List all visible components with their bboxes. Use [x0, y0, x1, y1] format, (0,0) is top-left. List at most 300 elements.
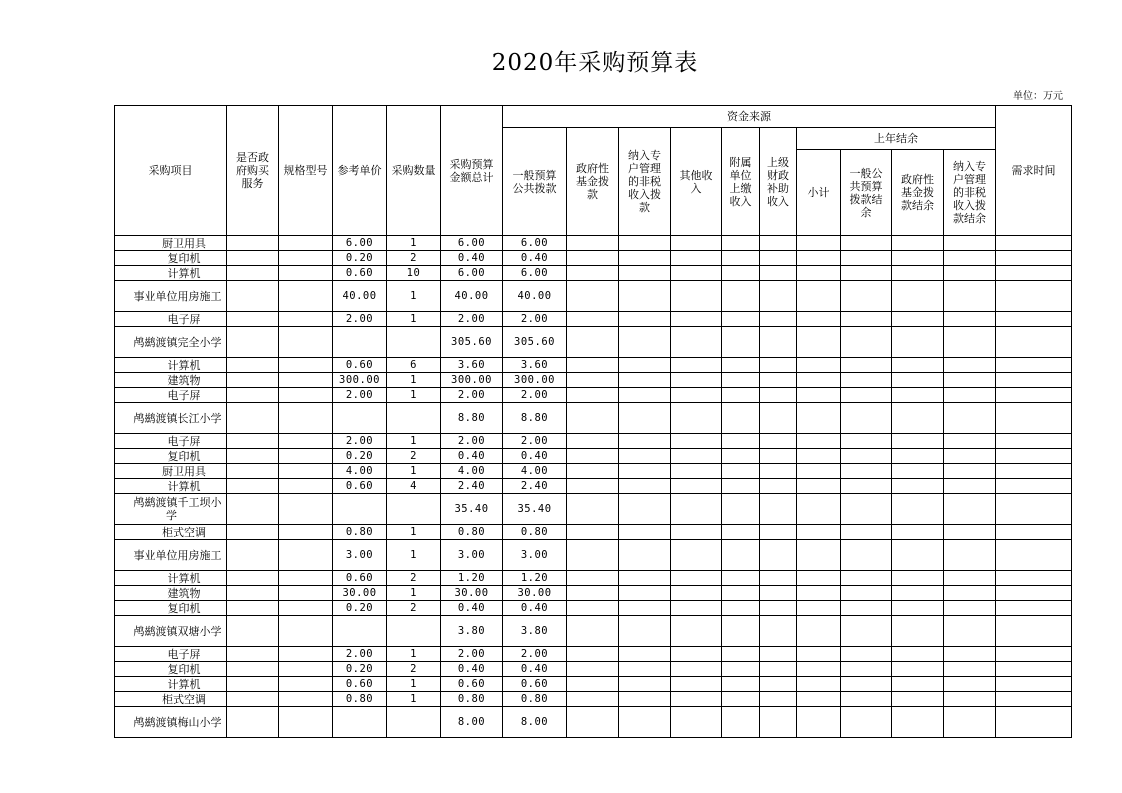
row-total: 1.20: [441, 571, 503, 586]
row-empty-cell: [996, 236, 1072, 251]
row-quantity: 1: [387, 434, 441, 449]
row-general-budget: 2.00: [503, 388, 567, 403]
row-empty-cell: [892, 266, 944, 281]
row-empty-cell: [567, 677, 619, 692]
row-empty-cell: [797, 312, 841, 327]
row-unit-price: 0.60: [333, 358, 387, 373]
row-empty-cell: [722, 388, 760, 403]
row-general-budget: 2.00: [503, 647, 567, 662]
row-empty-cell: [797, 266, 841, 281]
row-total: 0.40: [441, 449, 503, 464]
row-total: 3.00: [441, 540, 503, 571]
row-empty-cell: [619, 266, 671, 281]
row-empty-cell: [619, 571, 671, 586]
row-quantity: [387, 403, 441, 434]
row-total: 0.60: [441, 677, 503, 692]
row-empty-cell: [892, 251, 944, 266]
row-empty-cell: [760, 403, 797, 434]
row-empty-cell: [797, 388, 841, 403]
row-empty-cell: [797, 647, 841, 662]
row-empty-cell: [996, 388, 1072, 403]
row-empty-cell: [944, 251, 996, 266]
row-empty-cell: [996, 358, 1072, 373]
row-empty-cell: [797, 601, 841, 616]
row-general-budget: 3.60: [503, 358, 567, 373]
row-unit-price: 2.00: [333, 647, 387, 662]
row-empty-cell: [841, 662, 892, 677]
row-spec: [279, 358, 333, 373]
row-gov-service: [227, 281, 279, 312]
row-empty-cell: [944, 403, 996, 434]
header-funding-source: 资金来源: [503, 106, 996, 128]
row-quantity: [387, 327, 441, 358]
row-empty-cell: [671, 312, 722, 327]
row-empty-cell: [619, 494, 671, 525]
row-empty-cell: [671, 403, 722, 434]
row-total: 0.40: [441, 251, 503, 266]
row-quantity: 4: [387, 479, 441, 494]
row-general-budget: 300.00: [503, 373, 567, 388]
row-empty-cell: [797, 586, 841, 601]
row-quantity: 1: [387, 525, 441, 540]
table-row: [115, 373, 1072, 388]
row-total: 2.00: [441, 647, 503, 662]
table-row: [115, 586, 1072, 601]
row-empty-cell: [619, 373, 671, 388]
row-empty-cell: [996, 327, 1072, 358]
row-item: 鸬鹚渡镇双塘小学: [115, 616, 227, 647]
row-empty-cell: [722, 707, 760, 738]
row-empty-cell: [841, 449, 892, 464]
row-empty-cell: [841, 692, 892, 707]
row-empty-cell: [671, 677, 722, 692]
row-empty-cell: [567, 464, 619, 479]
row-empty-cell: [619, 358, 671, 373]
row-empty-cell: [841, 266, 892, 281]
row-empty-cell: [567, 647, 619, 662]
row-spec: [279, 312, 333, 327]
row-total: 8.80: [441, 403, 503, 434]
row-empty-cell: [619, 251, 671, 266]
table-row: [115, 464, 1072, 479]
row-empty-cell: [671, 662, 722, 677]
row-unit-price: 0.60: [333, 479, 387, 494]
row-empty-cell: [797, 403, 841, 434]
row-empty-cell: [797, 494, 841, 525]
header-gov-fund-balance: 政府性基金拨款结余: [892, 150, 944, 236]
row-empty-cell: [996, 251, 1072, 266]
row-empty-cell: [722, 464, 760, 479]
row-empty-cell: [567, 266, 619, 281]
row-spec: [279, 647, 333, 662]
row-general-budget: 2.00: [503, 434, 567, 449]
row-total: 6.00: [441, 236, 503, 251]
row-quantity: 2: [387, 449, 441, 464]
row-empty-cell: [760, 677, 797, 692]
row-empty-cell: [996, 525, 1072, 540]
row-spec: [279, 236, 333, 251]
row-spec: [279, 327, 333, 358]
row-item: 建筑物: [115, 373, 227, 388]
row-item: 电子屏: [115, 647, 227, 662]
header-general-balance: 一般公共预算拨款结余: [841, 150, 892, 236]
row-unit-price: 6.00: [333, 236, 387, 251]
row-empty-cell: [760, 236, 797, 251]
row-general-budget: 0.40: [503, 601, 567, 616]
row-empty-cell: [944, 525, 996, 540]
row-empty-cell: [944, 692, 996, 707]
row-empty-cell: [797, 571, 841, 586]
row-empty-cell: [841, 312, 892, 327]
row-unit-price: 0.20: [333, 601, 387, 616]
row-empty-cell: [671, 692, 722, 707]
row-item: 复印机: [115, 449, 227, 464]
row-empty-cell: [760, 571, 797, 586]
table-row: [115, 358, 1072, 373]
header-superior-subsidy: 上级财政补助收入: [760, 128, 797, 236]
row-empty-cell: [944, 449, 996, 464]
row-empty-cell: [892, 707, 944, 738]
row-empty-cell: [944, 571, 996, 586]
row-empty-cell: [996, 281, 1072, 312]
row-item: 鸬鹚渡镇千工坝小学: [115, 494, 227, 525]
row-empty-cell: [567, 373, 619, 388]
table-row: [115, 327, 1072, 358]
row-unit-price: 300.00: [333, 373, 387, 388]
row-empty-cell: [797, 525, 841, 540]
row-general-budget: 305.60: [503, 327, 567, 358]
row-empty-cell: [797, 327, 841, 358]
row-quantity: 1: [387, 236, 441, 251]
row-spec: [279, 494, 333, 525]
row-empty-cell: [841, 373, 892, 388]
row-empty-cell: [722, 571, 760, 586]
row-empty-cell: [996, 266, 1072, 281]
row-empty-cell: [892, 662, 944, 677]
row-gov-service: [227, 586, 279, 601]
row-unit-price: 2.00: [333, 388, 387, 403]
row-general-budget: 3.00: [503, 540, 567, 571]
row-quantity: [387, 616, 441, 647]
row-general-budget: 0.40: [503, 449, 567, 464]
row-quantity: 1: [387, 388, 441, 403]
row-empty-cell: [671, 647, 722, 662]
row-item: 计算机: [115, 479, 227, 494]
row-unit-price: 0.80: [333, 525, 387, 540]
row-empty-cell: [619, 616, 671, 647]
row-unit-price: 3.00: [333, 540, 387, 571]
row-general-budget: 2.40: [503, 479, 567, 494]
row-total: 0.40: [441, 662, 503, 677]
table-row: [115, 449, 1072, 464]
row-empty-cell: [722, 616, 760, 647]
row-empty-cell: [841, 403, 892, 434]
row-quantity: 10: [387, 266, 441, 281]
row-total: 300.00: [441, 373, 503, 388]
row-empty-cell: [944, 281, 996, 312]
row-empty-cell: [892, 494, 944, 525]
row-total: 8.00: [441, 707, 503, 738]
row-empty-cell: [892, 601, 944, 616]
table-row: [115, 707, 1072, 738]
row-general-budget: 6.00: [503, 266, 567, 281]
row-empty-cell: [841, 479, 892, 494]
row-empty-cell: [944, 327, 996, 358]
row-empty-cell: [944, 373, 996, 388]
row-empty-cell: [892, 692, 944, 707]
row-empty-cell: [722, 449, 760, 464]
row-empty-cell: [722, 662, 760, 677]
row-empty-cell: [797, 373, 841, 388]
row-empty-cell: [841, 707, 892, 738]
row-gov-service: [227, 449, 279, 464]
row-empty-cell: [892, 677, 944, 692]
row-general-budget: 8.00: [503, 707, 567, 738]
row-gov-service: [227, 677, 279, 692]
row-empty-cell: [671, 540, 722, 571]
row-empty-cell: [996, 571, 1072, 586]
row-empty-cell: [892, 647, 944, 662]
budget-table: [114, 105, 1072, 738]
row-empty-cell: [619, 464, 671, 479]
row-total: 0.80: [441, 692, 503, 707]
row-empty-cell: [944, 647, 996, 662]
row-empty-cell: [619, 586, 671, 601]
row-empty-cell: [760, 647, 797, 662]
row-total: 3.60: [441, 358, 503, 373]
row-empty-cell: [841, 571, 892, 586]
row-empty-cell: [567, 403, 619, 434]
row-empty-cell: [671, 494, 722, 525]
table-row: [115, 281, 1072, 312]
row-empty-cell: [892, 586, 944, 601]
row-empty-cell: [996, 707, 1072, 738]
row-total: 2.00: [441, 388, 503, 403]
row-empty-cell: [619, 236, 671, 251]
header-unit-price: 参考单价: [333, 106, 387, 236]
row-empty-cell: [619, 434, 671, 449]
row-empty-cell: [671, 707, 722, 738]
row-empty-cell: [671, 586, 722, 601]
row-empty-cell: [841, 677, 892, 692]
row-quantity: 1: [387, 692, 441, 707]
row-empty-cell: [892, 571, 944, 586]
row-empty-cell: [797, 616, 841, 647]
header-gov-service: 是否政府购买服务: [227, 106, 279, 236]
row-gov-service: [227, 251, 279, 266]
row-empty-cell: [760, 586, 797, 601]
row-empty-cell: [760, 449, 797, 464]
row-empty-cell: [841, 281, 892, 312]
row-empty-cell: [996, 479, 1072, 494]
row-empty-cell: [892, 373, 944, 388]
row-gov-service: [227, 403, 279, 434]
table-row: [115, 647, 1072, 662]
row-total: 30.00: [441, 586, 503, 601]
row-item: 计算机: [115, 571, 227, 586]
row-empty-cell: [567, 586, 619, 601]
row-empty-cell: [944, 434, 996, 449]
row-spec: [279, 586, 333, 601]
row-empty-cell: [797, 479, 841, 494]
row-quantity: 2: [387, 662, 441, 677]
row-item: 事业单位用房施工: [115, 540, 227, 571]
row-item: 计算机: [115, 266, 227, 281]
row-gov-service: [227, 388, 279, 403]
row-general-budget: 40.00: [503, 281, 567, 312]
row-empty-cell: [760, 312, 797, 327]
row-empty-cell: [671, 266, 722, 281]
row-item: 柜式空调: [115, 692, 227, 707]
row-empty-cell: [722, 327, 760, 358]
row-empty-cell: [944, 662, 996, 677]
row-empty-cell: [841, 358, 892, 373]
row-empty-cell: [567, 327, 619, 358]
row-gov-service: [227, 464, 279, 479]
row-unit-price: 30.00: [333, 586, 387, 601]
row-quantity: 6: [387, 358, 441, 373]
row-empty-cell: [760, 281, 797, 312]
row-empty-cell: [944, 236, 996, 251]
row-empty-cell: [996, 662, 1072, 677]
row-empty-cell: [722, 601, 760, 616]
row-total: 40.00: [441, 281, 503, 312]
row-quantity: 2: [387, 251, 441, 266]
row-empty-cell: [944, 312, 996, 327]
row-unit-price: 0.60: [333, 266, 387, 281]
table-row: [115, 388, 1072, 403]
row-general-budget: 8.80: [503, 403, 567, 434]
table-row: [115, 692, 1072, 707]
row-empty-cell: [671, 601, 722, 616]
row-empty-cell: [996, 540, 1072, 571]
row-empty-cell: [671, 388, 722, 403]
row-empty-cell: [722, 540, 760, 571]
row-empty-cell: [722, 647, 760, 662]
row-empty-cell: [996, 434, 1072, 449]
row-empty-cell: [567, 707, 619, 738]
row-item: 事业单位用房施工: [115, 281, 227, 312]
row-empty-cell: [619, 449, 671, 464]
row-empty-cell: [722, 494, 760, 525]
row-spec: [279, 388, 333, 403]
row-unit-price: [333, 616, 387, 647]
row-empty-cell: [567, 251, 619, 266]
header-spec: 规格型号: [279, 106, 333, 236]
header-subtotal: 小计: [797, 150, 841, 236]
row-empty-cell: [797, 449, 841, 464]
row-empty-cell: [841, 251, 892, 266]
table-row: [115, 494, 1072, 525]
row-empty-cell: [619, 662, 671, 677]
row-general-budget: 3.80: [503, 616, 567, 647]
row-item: 复印机: [115, 662, 227, 677]
row-unit-price: 0.60: [333, 677, 387, 692]
row-empty-cell: [722, 236, 760, 251]
table-row: [115, 571, 1072, 586]
header-gov-fund: 政府性基金拨款: [567, 128, 619, 236]
row-empty-cell: [996, 692, 1072, 707]
row-quantity: 1: [387, 677, 441, 692]
row-empty-cell: [671, 616, 722, 647]
row-empty-cell: [671, 281, 722, 312]
row-unit-price: [333, 327, 387, 358]
row-empty-cell: [671, 251, 722, 266]
row-empty-cell: [841, 388, 892, 403]
row-gov-service: [227, 479, 279, 494]
row-empty-cell: [996, 464, 1072, 479]
row-empty-cell: [944, 677, 996, 692]
row-spec: [279, 403, 333, 434]
row-empty-cell: [760, 479, 797, 494]
row-total: 2.00: [441, 312, 503, 327]
table-body: [115, 236, 1072, 738]
table-row: [115, 525, 1072, 540]
row-gov-service: [227, 312, 279, 327]
row-item: 电子屏: [115, 388, 227, 403]
row-total: 2.00: [441, 434, 503, 449]
row-empty-cell: [760, 616, 797, 647]
row-empty-cell: [797, 251, 841, 266]
row-total: 35.40: [441, 494, 503, 525]
row-gov-service: [227, 540, 279, 571]
row-gov-service: [227, 601, 279, 616]
row-empty-cell: [619, 403, 671, 434]
row-spec: [279, 281, 333, 312]
row-empty-cell: [567, 236, 619, 251]
row-spec: [279, 479, 333, 494]
row-empty-cell: [619, 707, 671, 738]
row-unit-price: 2.00: [333, 434, 387, 449]
table-row: [115, 434, 1072, 449]
row-empty-cell: [892, 312, 944, 327]
row-empty-cell: [567, 525, 619, 540]
row-empty-cell: [760, 327, 797, 358]
row-unit-price: 4.00: [333, 464, 387, 479]
row-empty-cell: [671, 449, 722, 464]
row-empty-cell: [760, 540, 797, 571]
row-empty-cell: [619, 388, 671, 403]
unit-label: 单位：万元: [1013, 91, 1063, 102]
row-empty-cell: [671, 236, 722, 251]
row-unit-price: 0.60: [333, 571, 387, 586]
row-item: 计算机: [115, 358, 227, 373]
row-empty-cell: [892, 540, 944, 571]
row-empty-cell: [722, 312, 760, 327]
row-item: 鸬鹚渡镇完全小学: [115, 327, 227, 358]
row-empty-cell: [760, 525, 797, 540]
header-prior-balance: 上年结余: [797, 128, 996, 150]
row-empty-cell: [619, 692, 671, 707]
table-row: [115, 662, 1072, 677]
row-empty-cell: [841, 434, 892, 449]
row-spec: [279, 449, 333, 464]
row-unit-price: [333, 403, 387, 434]
row-empty-cell: [841, 464, 892, 479]
header-special-balance: 纳入专户管理的非税收入拨款结余: [944, 150, 996, 236]
row-general-budget: 6.00: [503, 236, 567, 251]
row-empty-cell: [944, 266, 996, 281]
row-empty-cell: [671, 327, 722, 358]
row-empty-cell: [797, 540, 841, 571]
row-empty-cell: [567, 616, 619, 647]
row-unit-price: 0.20: [333, 251, 387, 266]
row-spec: [279, 266, 333, 281]
row-quantity: 1: [387, 373, 441, 388]
row-empty-cell: [567, 494, 619, 525]
row-empty-cell: [841, 327, 892, 358]
row-empty-cell: [671, 373, 722, 388]
